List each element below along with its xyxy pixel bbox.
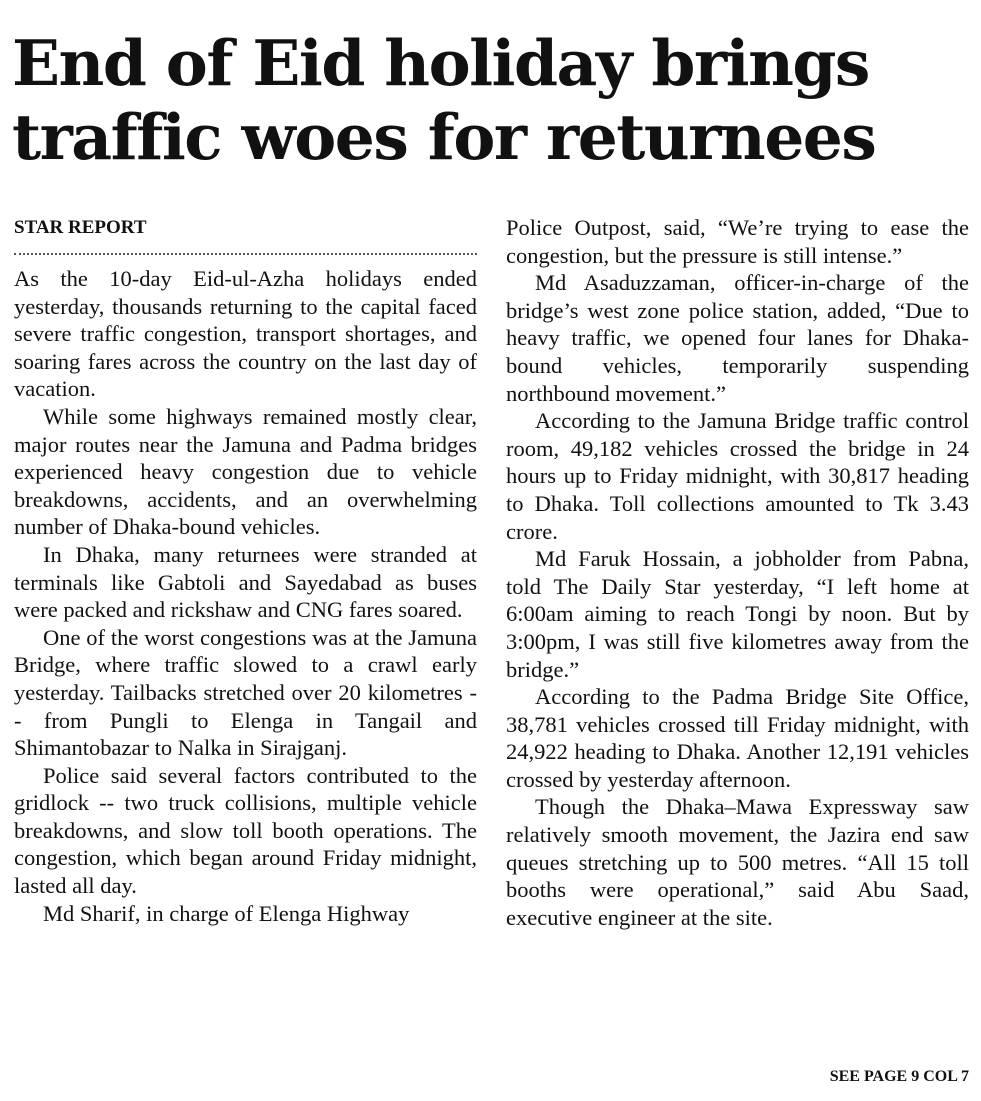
- paragraph: Police said several factors contributed to the gridlock -- two truck collisions, multiple vehicle breakdowns, and slow toll booth operations. The congestion, which began around Friday midnight, lasted all day.: [14, 762, 477, 899]
- paragraph: Though the Dhaka–Mawa Expressway saw relatively smooth movement, the Jazira end saw queues stretching up to 500 metres. “All 15 toll booths were operational,” said Abu Saad, executive engineer at the site.: [506, 794, 969, 930]
- paragraph-continued: Police Outpost, said, “We’re trying to ease the congestion, but the pressure is still intense.”: [506, 215, 969, 268]
- paragraph: According to the Jamuna Bridge traffic control room, 49,182 vehicles crossed the bridge in 24 hours up to Friday midnight, with 30,817 heading to Dhaka. Toll collections amounted to Tk 3.43 crore.: [506, 408, 969, 544]
- paragraph: One of the worst congestions was at the Jamuna Bridge, where traffic slowed to a crawl early yesterday. Tailbacks stretched over 20 kilometres -- from Pungli to Elenga in Tangail and Shimantobazar to Nalka in Sirajganj.: [14, 624, 477, 761]
- byline-divider: [14, 253, 477, 255]
- continuation-jump-line: SEE PAGE 9 COL 7: [829, 1068, 969, 1085]
- headline-line-2: traffic woes for returnees: [12, 100, 876, 174]
- paragraph: According to the Padma Bridge Site Office, 38,781 vehicles crossed till Friday midnight, with 24,922 heading to Dhaka. Another 12,191 vehicles crossed by yesterday afternoon.: [506, 684, 969, 792]
- article-column-right: [506, 214, 969, 931]
- paragraph: Md Sharif, in charge of Elenga Highway: [43, 900, 410, 926]
- paragraph: As the 10-day Eid-ul-Azha holidays ended yesterday, thousands returning to the capital faced severe traffic congestion, transport shortages, and soaring fares across the country on the last day of vacation.: [14, 266, 477, 402]
- byline: STAR REPORT: [14, 217, 147, 238]
- headline: [12, 26, 972, 174]
- paragraph: While some highways remained mostly clear, major routes near the Jamuna and Padma bridges experienced heavy congestion due to vehicle breakdowns, accidents, and an overwhelming number of Dhaka-bound vehicles.: [14, 403, 477, 540]
- paragraph: In Dhaka, many returnees were stranded at terminals like Gabtoli and Sayedabad as buses were packed and rickshaw and CNG fares soared.: [14, 541, 477, 623]
- article-column-left: [14, 265, 477, 927]
- paragraph: Md Asaduzzaman, officer-in-charge of the bridge’s west zone police station, added, “Due to heavy traffic, we opened four lanes for Dhaka-bound vehicles, temporarily suspending northbound movement.”: [506, 270, 969, 406]
- headline-line-1: End of Eid holiday brings: [12, 26, 869, 100]
- paragraph: Md Faruk Hossain, a jobholder from Pabna, told The Daily Star yesterday, “I left home at 6:00am aiming to reach Tongi by noon. But by 3:00pm, I was still five kilometres away from the bridge.”: [506, 546, 969, 682]
